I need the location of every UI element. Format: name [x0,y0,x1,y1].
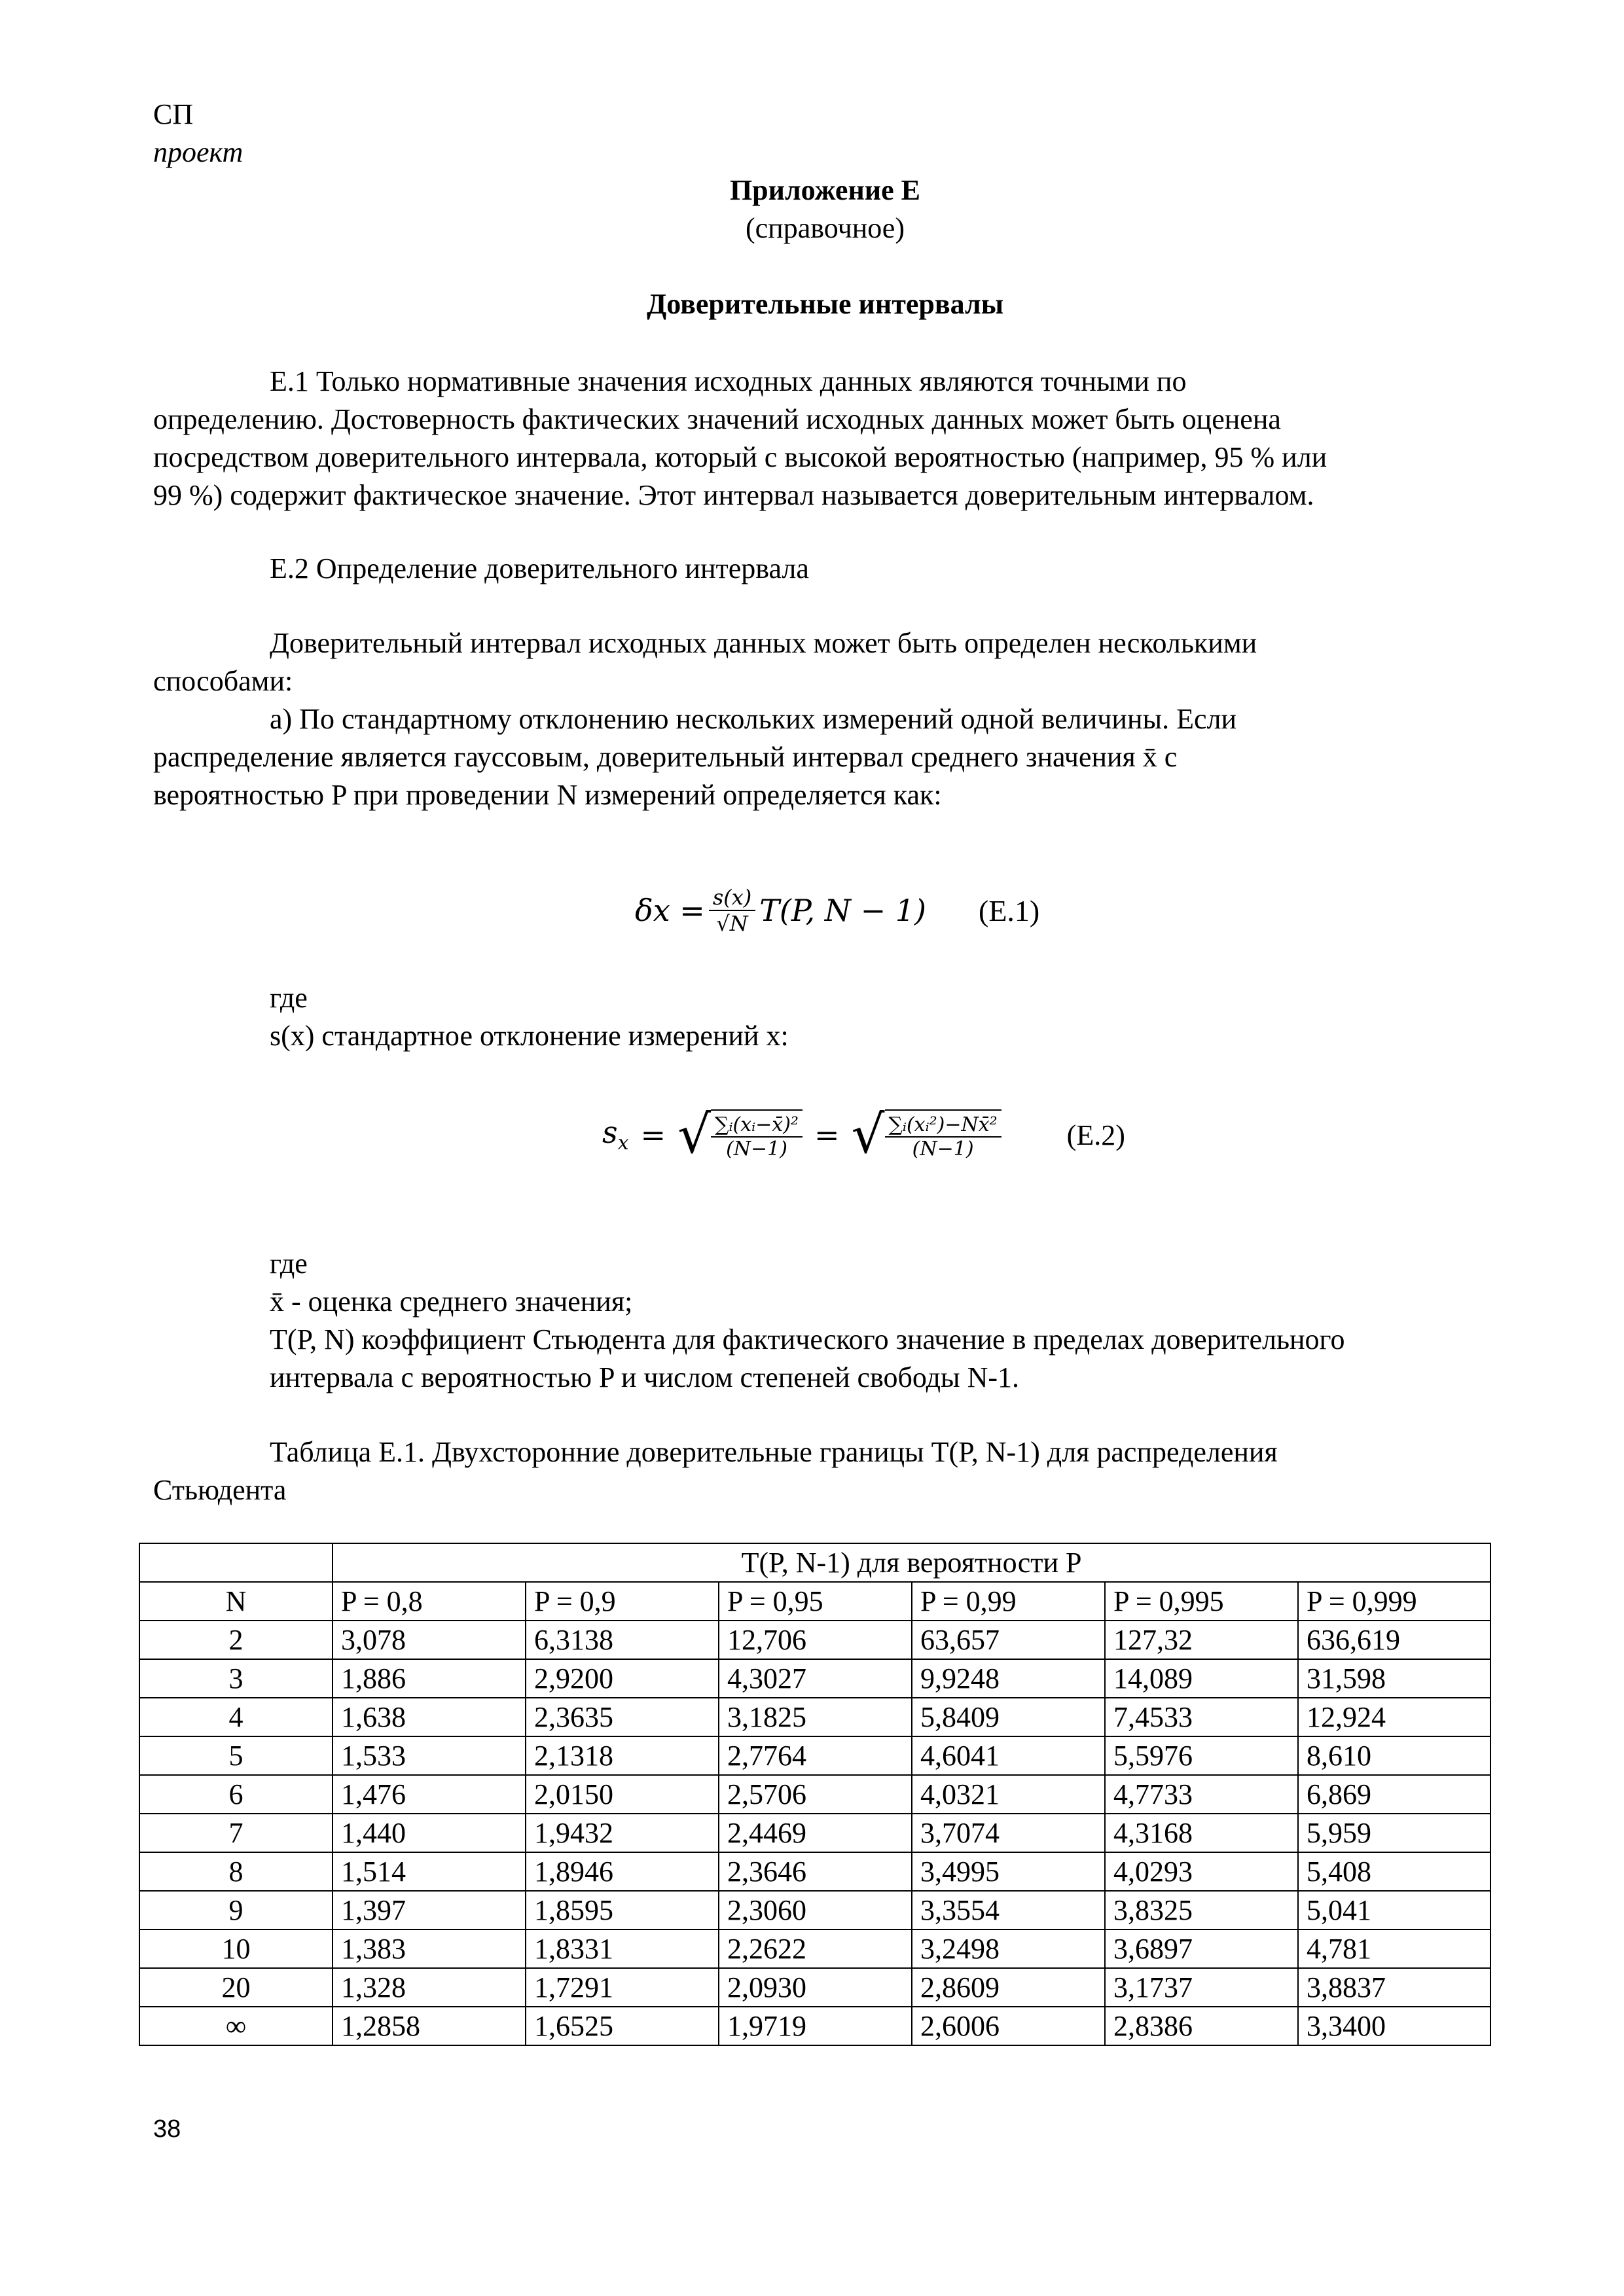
table-cell: 3,4995 [912,1852,1105,1891]
table-cell: 4,0321 [912,1775,1105,1814]
sqrt-icon: √ [851,1104,885,1165]
table-cell-n: 5 [139,1736,333,1775]
table-row [139,1968,1490,2007]
sx-definition: s(x) стандартное отклонение измерений x: [270,1020,789,1052]
formula-e1-fraction [709,885,755,936]
document-status: проект [153,136,244,168]
table-cell: 2,0930 [719,1968,912,2007]
table-cell: 1,383 [333,1929,526,1968]
table-cell: 1,440 [333,1814,526,1852]
table-cell: 2,5706 [719,1775,912,1814]
table-cell: 3,2498 [912,1929,1105,1968]
table-cell: 9,9248 [912,1659,1105,1698]
subsection-heading: Е.2 Определение доверительного интервала [270,552,809,584]
table-cell: 2,4469 [719,1814,912,1852]
table-cell: 3,1737 [1105,1968,1298,2007]
table-cell-n: ∞ [139,2007,333,2045]
tpn-definition-line: T(P, N) коэффициент Стьюдента для фактического значение в пределах доверительного [270,1323,1345,1355]
section-title: Доверительные интервалы [646,288,1004,320]
table-cell: 31,598 [1298,1659,1490,1698]
table-cell: 6,869 [1298,1775,1490,1814]
table-cell: 4,781 [1298,1929,1490,1968]
table-cell: 5,959 [1298,1814,1490,1852]
table-cell: 6,3138 [526,1621,719,1659]
table-cell: 3,7074 [912,1814,1105,1852]
table-caption-line: Стьюдента [153,1474,287,1506]
tpn-definition-line: интервала с вероятностью P и числом степеней свободы N-1. [270,1361,1020,1393]
table-cell: 4,3168 [1105,1814,1298,1852]
table-cell: 1,9432 [526,1814,719,1852]
table-cell: 3,078 [333,1621,526,1659]
table-cell: 63,657 [912,1621,1105,1659]
table-cell-n: 4 [139,1698,333,1736]
paragraph-line: способами: [153,665,293,697]
table-cell: 1,886 [333,1659,526,1698]
paragraph-line: Доверительный интервал исходных данных может быть определен несколькими [270,627,1257,659]
table-cell-n: 20 [139,1968,333,2007]
where-label: где [270,1247,308,1280]
table-header-cell: P = 0,95 [719,1582,912,1621]
table-group-header: T(P, N-1) для вероятности P [333,1543,1490,1582]
table-cell: 1,397 [333,1891,526,1929]
formula-e2-numerator-1: ∑ᵢ(xᵢ−x̄)² [711,1113,803,1138]
xbar-definition: x̄ - оценка среднего значения; [270,1285,633,1318]
appendix-subtitle: (справочное) [746,212,905,244]
table-cell: 3,8325 [1105,1891,1298,1929]
formula-e1 [635,874,1039,946]
formula-e1-denominator: √N [716,911,748,936]
table-cell: 2,9200 [526,1659,719,1698]
table-cell: 3,8837 [1298,1968,1490,2007]
table-cell-n: 10 [139,1929,333,1968]
table-row [139,1929,1490,1968]
table-cell: 1,476 [333,1775,526,1814]
table-cell: 1,328 [333,1968,526,2007]
sqrt-icon: √ [677,1104,712,1165]
student-t-table [139,1543,1491,2046]
table-cell: 1,7291 [526,1968,719,2007]
table-row [139,1698,1490,1736]
table-cell: 5,8409 [912,1698,1105,1736]
table-cell: 1,8595 [526,1891,719,1929]
table-cell: 2,3646 [719,1852,912,1891]
where-label: где [270,982,308,1014]
paragraph-line: посредством доверительного интервала, который с высокой вероятностью (например, 95 % или [153,441,1327,473]
paragraph-line: Е.1 Только нормативные значения исходных данных являются точными по [270,365,1187,397]
table-cell: 2,3635 [526,1698,719,1736]
table-row [139,1814,1490,1852]
table-header-cell: P = 0,8 [333,1582,526,1621]
table-header-cell: P = 0,999 [1298,1582,1490,1621]
table-cell: 4,0293 [1105,1852,1298,1891]
formula-e2-numerator-2: ∑ᵢ(xᵢ²)−Nx̄² [885,1113,1001,1138]
table-cell-n: 6 [139,1775,333,1814]
table-cell-n: 8 [139,1852,333,1891]
appendix-title: Приложение Е [729,174,921,206]
table-cell-n: 2 [139,1621,333,1659]
table-header-cell: P = 0,995 [1105,1582,1298,1621]
table-row [139,1621,1490,1659]
table-cell: 1,9719 [719,2007,912,2045]
table-cell: 12,924 [1298,1698,1490,1736]
table-cell: 5,5976 [1105,1736,1298,1775]
table-cell: 1,533 [333,1736,526,1775]
formula-e2-denominator-2: (N−1) [912,1138,974,1160]
table-cell: 5,041 [1298,1891,1490,1929]
formula-e2-fraction-1 [711,1109,803,1160]
table-row [139,1659,1490,1698]
table-cell: 14,089 [1105,1659,1298,1698]
table-cell: 4,6041 [912,1736,1105,1775]
page-number: 38 [153,2115,181,2143]
formula-e2-label: (Е.2) [1066,1119,1125,1151]
table-caption-line: Таблица Е.1. Двухсторонние доверительные границы T(P, N-1) для распределения [270,1436,1278,1468]
paragraph-line: вероятностью P при проведении N измерений определяется как: [153,779,942,811]
table-cell: 2,6006 [912,2007,1105,2045]
formula-e2 [602,1089,1125,1181]
formula-e1-lhs: δx = [635,893,705,928]
table-header-cell: P = 0,99 [912,1582,1105,1621]
table-header-cell-n: N [139,1582,333,1621]
table-cell-n: 7 [139,1814,333,1852]
table-cell: 5,408 [1298,1852,1490,1891]
table-cell: 2,8609 [912,1968,1105,2007]
table-cell: 4,3027 [719,1659,912,1698]
table-corner-cell [139,1543,333,1582]
table-cell-n: 9 [139,1891,333,1929]
table-cell: 2,0150 [526,1775,719,1814]
formula-e2-lhs: $s_x$ [602,1115,629,1155]
table-row [139,1736,1490,1775]
table-row [139,1775,1490,1814]
paragraph-line: а) По стандартному отклонению нескольких измерений одной величины. Если [270,703,1236,735]
table-cell: 1,638 [333,1698,526,1736]
table-cell: 3,6897 [1105,1929,1298,1968]
table-cell: 2,7764 [719,1736,912,1775]
table-cell: 1,514 [333,1852,526,1891]
table-cell: 8,610 [1298,1736,1490,1775]
formula-e2-equals-2: = [814,1117,840,1153]
table-cell: 1,8331 [526,1929,719,1968]
table-cell: 1,6525 [526,2007,719,2045]
paragraph-line: распределение является гауссовым, доверительный интервал среднего значения x̄ с [153,741,1178,773]
table-cell: 4,7733 [1105,1775,1298,1814]
formula-e2-equals-1: = [640,1117,666,1153]
table-cell: 2,1318 [526,1736,719,1775]
table-cell: 2,3060 [719,1891,912,1929]
table-cell: 127,32 [1105,1621,1298,1659]
table-cell: 636,619 [1298,1621,1490,1659]
table-cell: 3,3554 [912,1891,1105,1929]
table-header-row [139,1582,1490,1621]
paragraph-line: определению. Достоверность фактических значений исходных данных может быть оценена [153,403,1281,435]
table-row [139,1852,1490,1891]
table-cell: 1,8946 [526,1852,719,1891]
table-cell: 2,2622 [719,1929,912,1968]
table-cell-n: 3 [139,1659,333,1698]
table-cell: 2,8386 [1105,2007,1298,2045]
table-header-cell: P = 0,9 [526,1582,719,1621]
table-row [139,2007,1490,2045]
table-cell: 3,3400 [1298,2007,1490,2045]
table-cell: 1,2858 [333,2007,526,2045]
formula-e2-denominator-1: (N−1) [726,1138,787,1160]
document-code: СП [153,98,194,130]
table-row [139,1891,1490,1929]
formula-e1-label: (Е.1) [979,893,1040,927]
table-cell: 3,1825 [719,1698,912,1736]
formula-e1-rhs: T(P, N − 1) [759,893,927,928]
table-group-header-row [139,1543,1490,1582]
paragraph-line: 99 %) содержит фактическое значение. Этот интервал называется доверительным интервалом. [153,479,1314,511]
table-cell: 12,706 [719,1621,912,1659]
formula-e2-fraction-2 [885,1109,1001,1160]
table-cell: 7,4533 [1105,1698,1298,1736]
formula-e1-numerator: s(x) [709,885,755,911]
